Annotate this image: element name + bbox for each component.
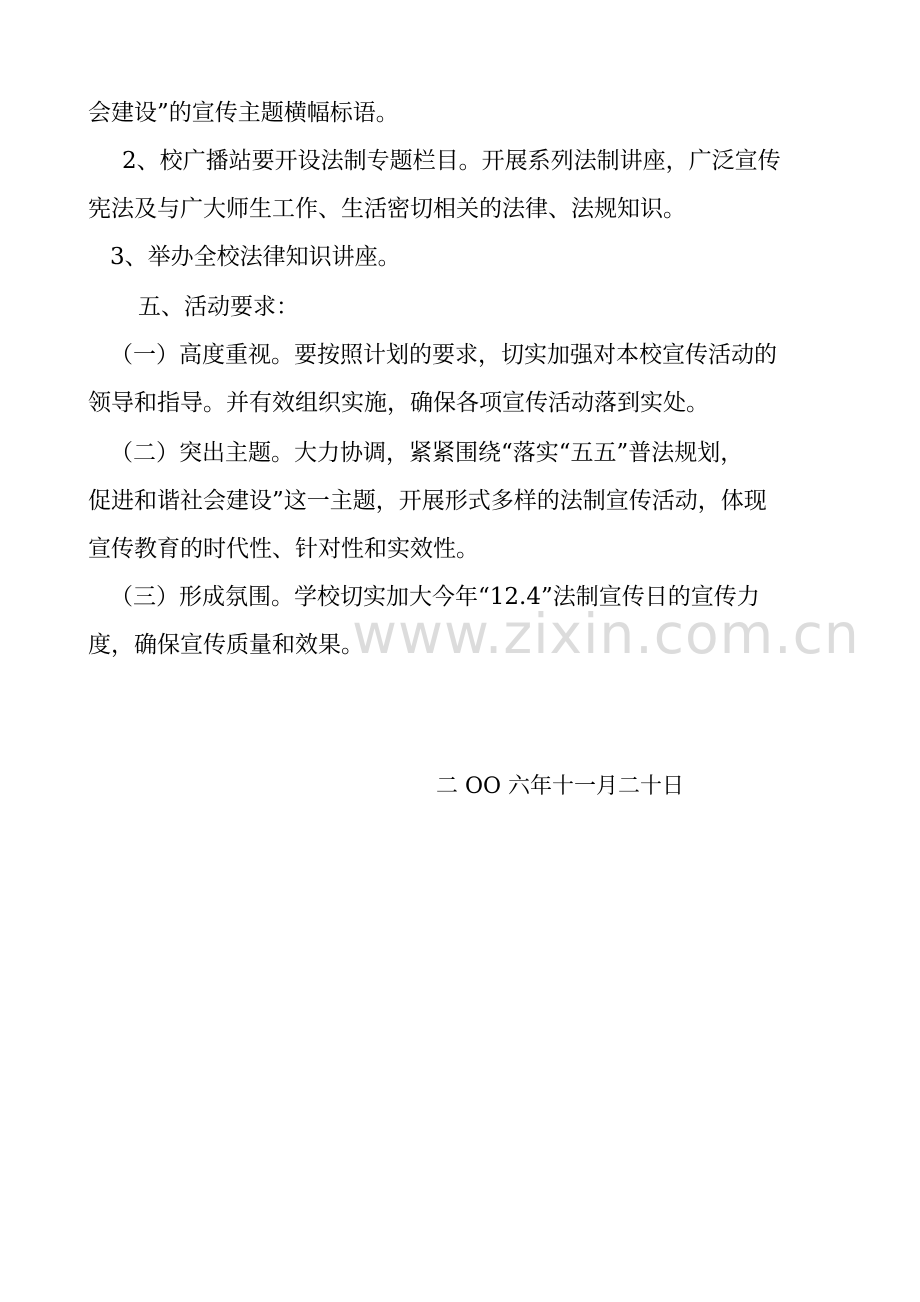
body-line-12: 度，确保宣传质量和效果。 <box>88 632 364 658</box>
section-heading-requirements: 五、活动要求： <box>138 294 299 320</box>
body-line-11: （三）形成氛围。学校切实加大今年“12.4”法制宣传日的宣传力 <box>110 584 760 610</box>
body-line-3: 宪法及与广大师生工作、生活密切相关的法律、法规知识。 <box>88 196 686 222</box>
document-date: 二 OO 六年十一月二十日 <box>436 774 685 799</box>
body-line-1: 会建设”的宣传主题横幅标语。 <box>88 100 399 126</box>
body-line-2: 2、校广播站要开设法制专题栏目。开展系列法制讲座，广泛宣传 <box>122 148 781 174</box>
body-line-8: （二）突出主题。大力协调，紧紧围绕“落实“五五”普法规划， <box>110 440 744 466</box>
body-line-7: 领导和指导。并有效组织实施，确保各项宣传活动落到实处。 <box>88 390 709 416</box>
watermark-text: www.zixin.com.cn <box>352 602 860 666</box>
body-line-10: 宣传教育的时代性、针对性和实效性。 <box>88 536 479 562</box>
body-line-9: 促进和谐社会建设”这一主题，开展形式多样的法制宣传活动，体现 <box>88 488 767 514</box>
body-line-4: 3、举办全校法律知识讲座。 <box>110 244 401 270</box>
body-line-6: （一）高度重视。要按照计划的要求，切实加强对本校宣传活动的 <box>110 342 777 368</box>
